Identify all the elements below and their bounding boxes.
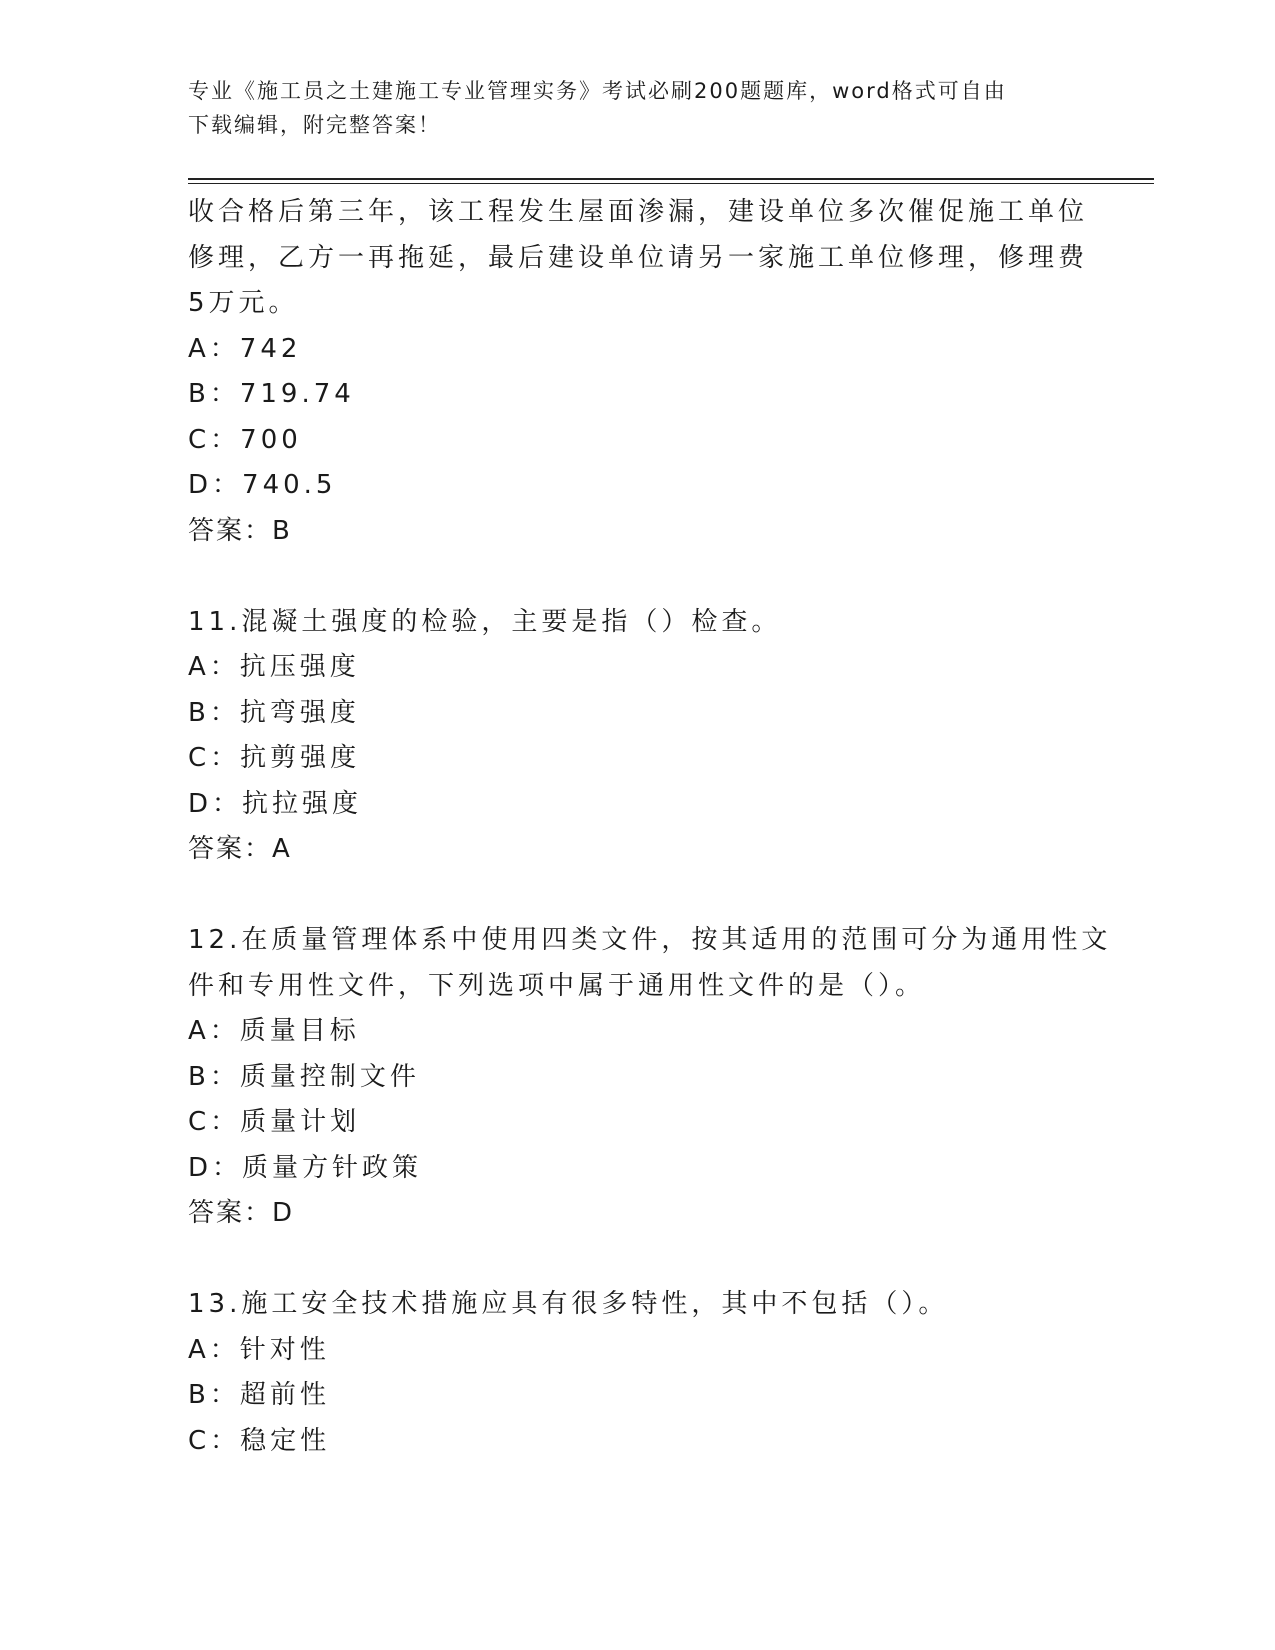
header-line-1: 专业《施工员之土建施工专业管理实务》考试必刷200题题库，word格式可自由 bbox=[188, 79, 1007, 103]
option-d: D：抗拉强度 bbox=[188, 788, 363, 819]
option-c: C：抗剪强度 bbox=[188, 743, 361, 773]
option-d: D：质量方针政策 bbox=[188, 1152, 423, 1183]
question-text-line: 12.在质量管理体系中使用四类文件，按其适用的范围可分为通用性文 bbox=[188, 925, 1112, 955]
header-divider-thick bbox=[188, 178, 1154, 180]
option-a: A：742 bbox=[188, 333, 302, 364]
question-text-line: 修理，乙方一再拖延，最后建设单位请另一家施工单位修理，修理费 bbox=[188, 242, 1089, 273]
question-block-12 bbox=[188, 918, 1112, 1237]
option-b: B：719.74 bbox=[188, 379, 355, 409]
question-block-11 bbox=[188, 600, 1088, 873]
spacer bbox=[188, 873, 1088, 919]
document-body bbox=[188, 190, 1112, 1464]
option-c: C：质量计划 bbox=[188, 1107, 361, 1137]
option-c: C：700 bbox=[188, 424, 302, 455]
option-b: B：抗弯强度 bbox=[188, 697, 360, 728]
document-header bbox=[188, 74, 1068, 142]
option-b: B：质量控制文件 bbox=[188, 1061, 420, 1092]
option-d: D：740.5 bbox=[188, 470, 337, 500]
answer: 答案：B bbox=[188, 515, 292, 546]
option-b: B：超前性 bbox=[188, 1380, 330, 1410]
answer: 答案：D bbox=[188, 1198, 295, 1228]
option-a: A：质量目标 bbox=[188, 1016, 360, 1046]
question-block-13 bbox=[188, 1282, 1088, 1464]
question-block-10 bbox=[188, 190, 1088, 554]
answer: 答案：A bbox=[188, 834, 292, 864]
option-a: A：针对性 bbox=[188, 1334, 330, 1365]
spacer bbox=[188, 554, 1088, 600]
header-divider-thin bbox=[188, 183, 1154, 184]
option-a: A：抗压强度 bbox=[188, 652, 360, 682]
question-text-line: 件和专用性文件，下列选项中属于通用性文件的是（）。 bbox=[188, 970, 926, 1001]
spacer bbox=[188, 1237, 1088, 1283]
question-text-line: 5万元。 bbox=[188, 288, 299, 318]
header-line-2: 下载编辑，附完整答案！ bbox=[188, 113, 441, 137]
question-text-line: 收合格后第三年，该工程发生屋面渗漏，建设单位多次催促施工单位 bbox=[188, 197, 1089, 227]
option-c: C：稳定性 bbox=[188, 1425, 331, 1456]
question-text-line: 11.混凝土强度的检验，主要是指（）检查。 bbox=[188, 606, 782, 637]
question-text-line: 13.施工安全技术措施应具有很多特性，其中不包括（）。 bbox=[188, 1289, 949, 1319]
